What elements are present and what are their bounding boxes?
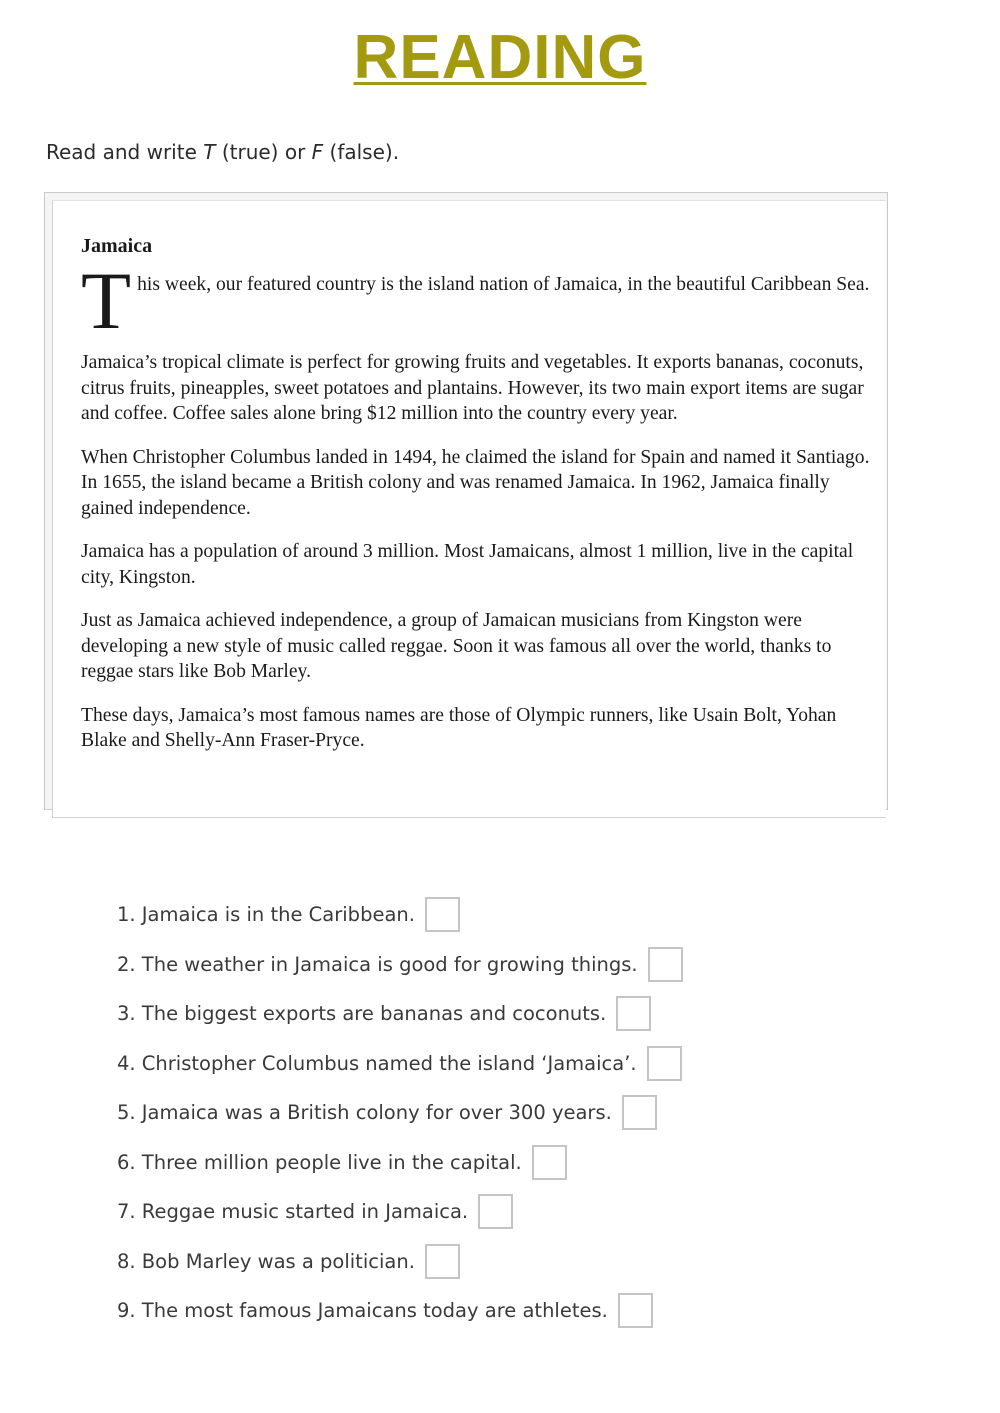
- answer-box[interactable]: [616, 996, 651, 1031]
- question-row: [117, 1138, 917, 1188]
- answer-box[interactable]: [647, 1046, 682, 1081]
- question-row: [117, 1187, 917, 1237]
- page-title-text: READING: [353, 23, 647, 92]
- paragraph-athletes: These days, Jamaica’s most famous names are those of Olympic runners, like Usain Bolt, Yohan Blake and Shelly-Ann Fraser-Pryce.: [81, 704, 837, 751]
- answer-box[interactable]: [532, 1145, 567, 1180]
- page-title: [0, 22, 1000, 94]
- drop-cap: T: [81, 255, 132, 346]
- answer-box[interactable]: [648, 947, 683, 982]
- question-row: [117, 1088, 917, 1138]
- paragraph-history: When Christopher Columbus landed in 1494, he claimed the island for Spain and named it Santiago. In 1655, the island became a British colony and was renamed Jamaica. In 1962, Jamaica finally gained independence.: [81, 446, 870, 519]
- question-row: [117, 989, 917, 1039]
- instruction: [46, 140, 399, 164]
- question-text: 4. Christopher Columbus named the island ‘Jamaica’.: [117, 1051, 637, 1075]
- question-text: 5. Jamaica was a British colony for over 300 years.: [117, 1101, 612, 1125]
- question-text: 7. Reggae music started in Jamaica.: [117, 1200, 469, 1224]
- question-list: [117, 890, 917, 1336]
- instruction-prefix: Read and write: [46, 140, 204, 164]
- question-text: 2. The weather in Jamaica is good for growing things.: [117, 952, 638, 976]
- first-paragraph-text: his week, our featured country is the island nation of Jamaica, in the beautiful Caribbean Sea.: [137, 274, 870, 295]
- answer-box[interactable]: [478, 1194, 513, 1229]
- reading-passage: [52, 200, 886, 818]
- question-row: [117, 1039, 917, 1089]
- question-text: 8. Bob Marley was a politician.: [117, 1249, 415, 1273]
- instruction-f-word: (false).: [323, 140, 400, 164]
- instruction-f-letter: F: [311, 140, 324, 164]
- answer-box[interactable]: [618, 1293, 653, 1328]
- question-text: 6. Three million people live in the capital.: [117, 1150, 522, 1174]
- question-row: [117, 940, 917, 990]
- question-row: [117, 1237, 917, 1287]
- passage-heading: Jamaica: [81, 235, 153, 257]
- instruction-t-word: (true) or: [215, 140, 312, 164]
- question-text: 3. The biggest exports are bananas and coconuts.: [117, 1002, 607, 1026]
- paragraph-population: Jamaica has a population of around 3 million. Most Jamaicans, almost 1 million, live in the capital city, Kingston.: [81, 541, 854, 588]
- question-row: [117, 890, 917, 940]
- paragraph-climate: Jamaica’s tropical climate is perfect for growing fruits and vegetables. It exports bananas, coconuts, citrus fruits, pineapples, sweet potatoes and plantains. However, its two main export items are sugar and coffee. Coffee sales alone bring $12 million into the country every year.: [81, 352, 864, 424]
- question-text: 1. Jamaica is in the Caribbean.: [117, 903, 415, 927]
- question-text: 9. The most famous Jamaicans today are athletes.: [117, 1299, 608, 1323]
- instruction-t-letter: T: [203, 140, 216, 164]
- answer-box[interactable]: [622, 1095, 657, 1130]
- first-paragraph: [81, 255, 876, 346]
- paragraph-reggae: Just as Jamaica achieved independence, a group of Jamaican musicians from Kingston were developing a new style of music called reggae. Soon it was famous all over the world, thanks to reggae stars like Bob Marley.: [81, 610, 832, 682]
- answer-box[interactable]: [425, 897, 460, 932]
- question-row: [117, 1286, 917, 1336]
- answer-box[interactable]: [425, 1244, 460, 1279]
